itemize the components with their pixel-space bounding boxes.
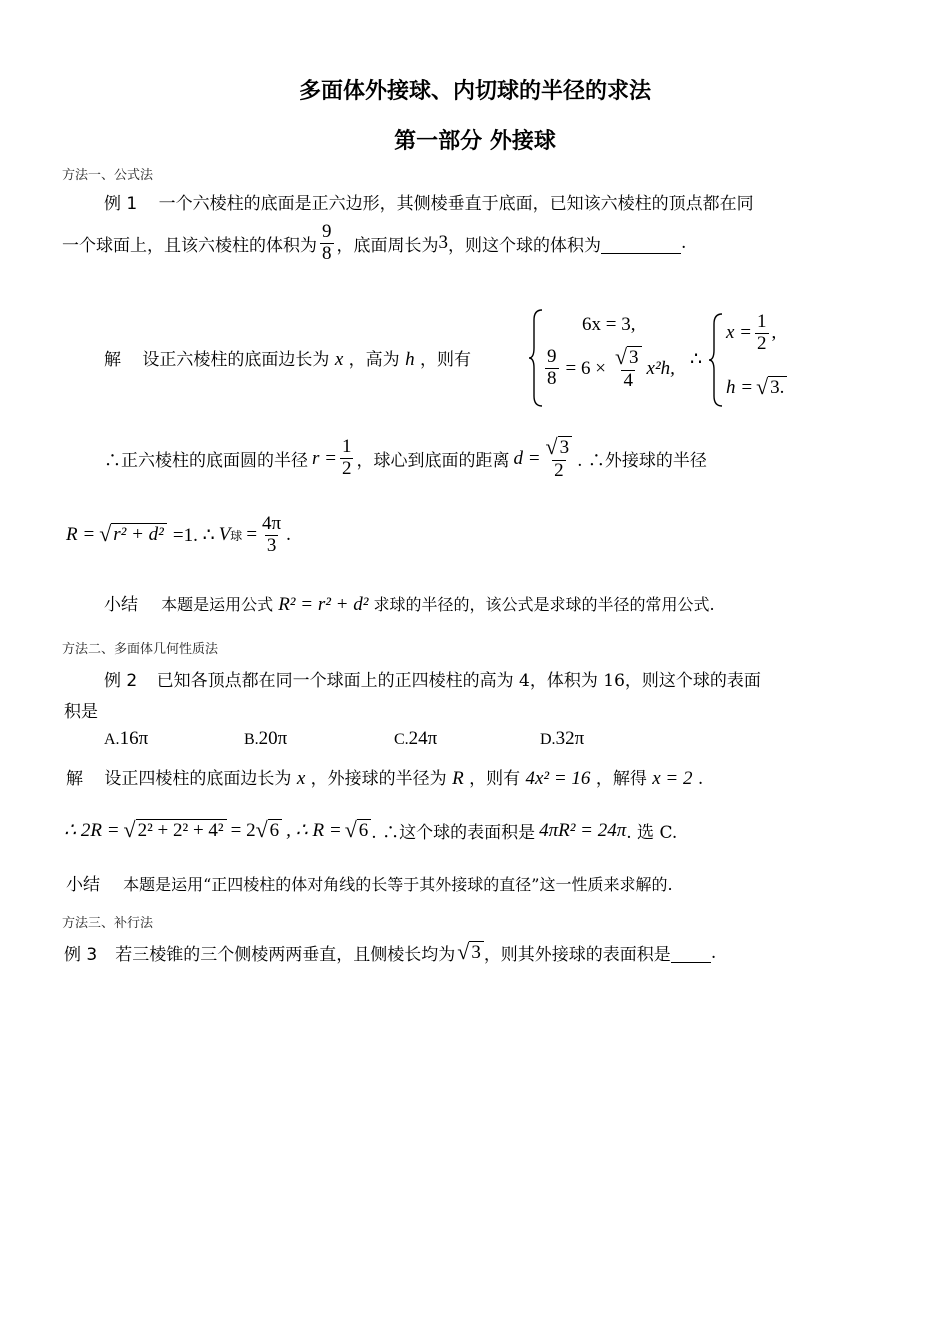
- therefore-symbol: ∴: [690, 349, 703, 370]
- example3-label: 例 3: [64, 945, 98, 965]
- solution1-label: 解: [104, 350, 121, 370]
- solution1-line3: ∴正六棱柱的底面圆的半径 r = $\frac{1}{2}$ ，球心到底面的距离 d = √ 3 2 . ∴外接球的半径: [104, 434, 707, 481]
- system2-eq1: x = $\frac{1}{2}$ ,: [726, 311, 777, 354]
- method2-heading: 方法二、多面体几何性质法: [62, 642, 219, 657]
- method1-heading: 方法一、公式法: [62, 168, 154, 183]
- answer-blank: [601, 233, 681, 254]
- example1-line1: 例 1 一个六棱柱的底面是正六边形，其侧棱垂直于底面，已知该六棱柱的顶点都在同: [104, 194, 754, 214]
- option-b: B.20π: [244, 728, 288, 749]
- solution1-intro: 解 设正六棱柱的底面边长为 x ，高为 h ，则有: [104, 349, 471, 370]
- example2-line1: 例 2 已知各顶点都在同一个球面上的正四棱柱的高为 4，体积为 16，则这个球的表面: [104, 671, 761, 691]
- left-brace-icon: [708, 312, 724, 408]
- volume-fraction: $\frac{9}{8}$: [322, 221, 332, 264]
- system1-eq1: 6x = 3,: [582, 314, 636, 335]
- solution2-line2: ∴ 2R = √ 2² + 2² + 4² = 2 √ 6 , ∴ R = √ 6 . ∴这个球的表面积是 4πR² = 24π . 选 C.: [64, 816, 678, 843]
- option-d: D.32π: [540, 728, 585, 749]
- solution2-label: 解: [66, 769, 83, 789]
- example1-line2: 一个球面上，且该六棱柱的体积为 $\frac{9}{8}$ ，底面周长为 3 ，则这个球的体积为 .: [62, 221, 687, 264]
- option-c: C.24π: [394, 728, 438, 749]
- example2-label: 例 2: [104, 671, 138, 691]
- doc-title: 多面体外接球、内切球的半径的求法: [298, 79, 651, 104]
- solution1-line4: R = √ r² + d² =1. ∴ V 球 = $\frac{4\pi}{3}$ .: [66, 513, 291, 556]
- summary1: 小结 本题是运用公式 R² = r² + d² 求球的半径的，该公式是求球的半径的常用公式.: [104, 594, 715, 615]
- answer-blank: [671, 942, 711, 963]
- solution2-line1: 解 设正四棱柱的底面边长为 x ，外接球的半径为 R ，则有 4x² = 16 ，解得 x = 2 .: [66, 768, 704, 789]
- example1-label: 例 1: [104, 194, 138, 214]
- system1-eq2: $\frac{9}{8}$ = 6 × √ 3 4 x²h,: [547, 344, 675, 391]
- summary2-label: 小结: [66, 875, 100, 895]
- summary2: 小结 本题是运用“正四棱柱的体对角线的长等于其外接球的直径”这一性质来求解的.: [66, 875, 673, 895]
- example2-line2: 积是: [64, 702, 98, 722]
- method3-heading: 方法三、补行法: [62, 916, 154, 931]
- part-title: 第一部分 外接球: [394, 129, 556, 154]
- example3-line: 例 3 若三棱锥的三个侧棱两两垂直，且侧棱长均为 √ 3 ，则其外接球的表面积是 .: [64, 938, 717, 965]
- summary1-label: 小结: [104, 595, 138, 615]
- system2-eq2: h = √ 3.: [726, 376, 787, 400]
- option-a: A.16π: [104, 728, 149, 749]
